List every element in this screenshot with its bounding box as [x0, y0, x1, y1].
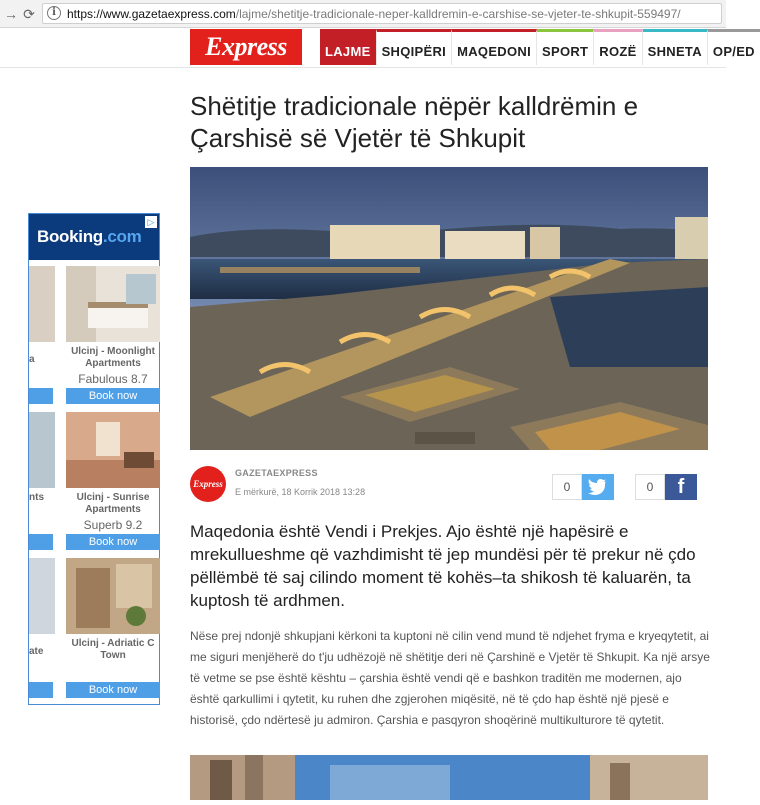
menu-item-sport[interactable]: SPORT [537, 29, 594, 65]
book-now-button[interactable]: Book now [66, 388, 160, 404]
adchoices-icon[interactable]: ▷ [145, 216, 157, 228]
ad-left-thumb[interactable] [29, 412, 55, 488]
address-bar[interactable] [42, 3, 722, 24]
browser-toolbar [0, 0, 726, 28]
facebook-icon[interactable]: f [665, 474, 697, 500]
ad-left-label: nts [29, 492, 44, 503]
article-body: Nëse prej ndonjë shkupjani kërkoni ta kuptoni në cilin vend mund të ndjehet fryma e kryeqytetit, ai me siguri menjëherë do t'ju udhëzojë në shëtitje deri në Çarshinë e Vjetër të Shkupit. Ka një arsye të vetme se pse është kështu – çarshia është vendi që e bashkon traditën me modernen, ajo është qarkullimi i qytetit, ku ruhen dhe zgjerohen miqësitë, në të çdo hap është një pjesë e historisë, çdo ndërtesë ju admiron. Çarshia e pasqyron shoqërinë multikulturore të qytetit. [190, 629, 710, 727]
menu-item-lajme[interactable]: LAJME [320, 29, 377, 65]
ad-item-image[interactable] [66, 558, 160, 634]
ad-item-score: Superb 9.2 [83, 518, 143, 532]
article-lead: Maqedonia është Vendi i Prekjes. Ajo është një hapësirë e mrekullueshme që vazhdimisht të jep mundësi për të prekur në çdo pëllëmbë të saj cilindo moment të kohës–ta shikosh të kaluarën, ta kuptosh të ardhmen. [190, 522, 696, 610]
ad-left-button[interactable] [29, 534, 53, 550]
ad-left-label: ate [29, 646, 44, 657]
menu-item-maqedoni[interactable]: MAQEDONI [452, 29, 537, 65]
menu-item-shqiperi[interactable]: SHQIPËRI [377, 29, 453, 65]
ad-item-image[interactable] [66, 412, 160, 488]
article-author[interactable]: GAZETAEXPRESS [235, 468, 318, 478]
twitter-count: 0 [552, 474, 582, 500]
ad-left-button[interactable] [29, 388, 53, 404]
ad-item-score: Fabulous 8.7 [78, 372, 148, 386]
forward-icon[interactable]: → [4, 6, 18, 22]
ad-item-image[interactable] [66, 266, 160, 342]
ad-item-name[interactable]: Ulcinj - Sunrise Apartments [76, 492, 150, 515]
ad-item-name[interactable]: Ulcinj - Adriatic C Town [71, 638, 155, 661]
ad-left-thumb[interactable] [29, 558, 55, 634]
article-title-line: Shëtitje tradicionale nëpër kalldrëmin e [190, 91, 639, 121]
menu-item-oped[interactable]: OP/ED [708, 29, 760, 65]
ad-item-name[interactable]: Ulcinj - Moonlight Apartments [71, 346, 155, 369]
booking-logo[interactable]: Booking.com [29, 214, 159, 260]
author-logo[interactable]: Express [190, 466, 226, 502]
menu-item-roze[interactable]: ROZË [594, 29, 642, 65]
book-now-button[interactable]: Book now [66, 534, 160, 550]
article-hero-image [190, 167, 708, 450]
ad-left-label: a [29, 354, 35, 365]
twitter-icon[interactable] [582, 474, 614, 500]
menu-item-shneta[interactable]: SHNETA [643, 29, 708, 65]
facebook-share[interactable] [635, 474, 697, 500]
article-date: E mërkurë, 18 Korrik 2018 13:28 [235, 487, 366, 497]
facebook-count: 0 [635, 474, 665, 500]
site-header [0, 28, 755, 68]
ad-left-button[interactable] [29, 682, 53, 698]
article-image [190, 755, 708, 800]
ad-left-thumb[interactable] [29, 266, 55, 342]
info-icon[interactable]: i [47, 6, 61, 20]
article-title-line: Çarshisë së Vjetër të Shkupit [190, 123, 526, 153]
book-now-button[interactable]: Book now [66, 682, 160, 698]
url-text: https://www.gazetaexpress.com/lajme/shetitje-tradicionale-neper-kalldremin-e-carshise-se-vjeter-te-shkupit-559497/ [67, 7, 681, 21]
main-menu [320, 29, 760, 65]
article-title [190, 90, 710, 154]
twitter-share[interactable] [552, 474, 614, 500]
reload-icon[interactable]: ⟳ [23, 6, 35, 22]
site-logo[interactable]: Express [190, 29, 302, 65]
booking-ad[interactable] [28, 213, 160, 705]
